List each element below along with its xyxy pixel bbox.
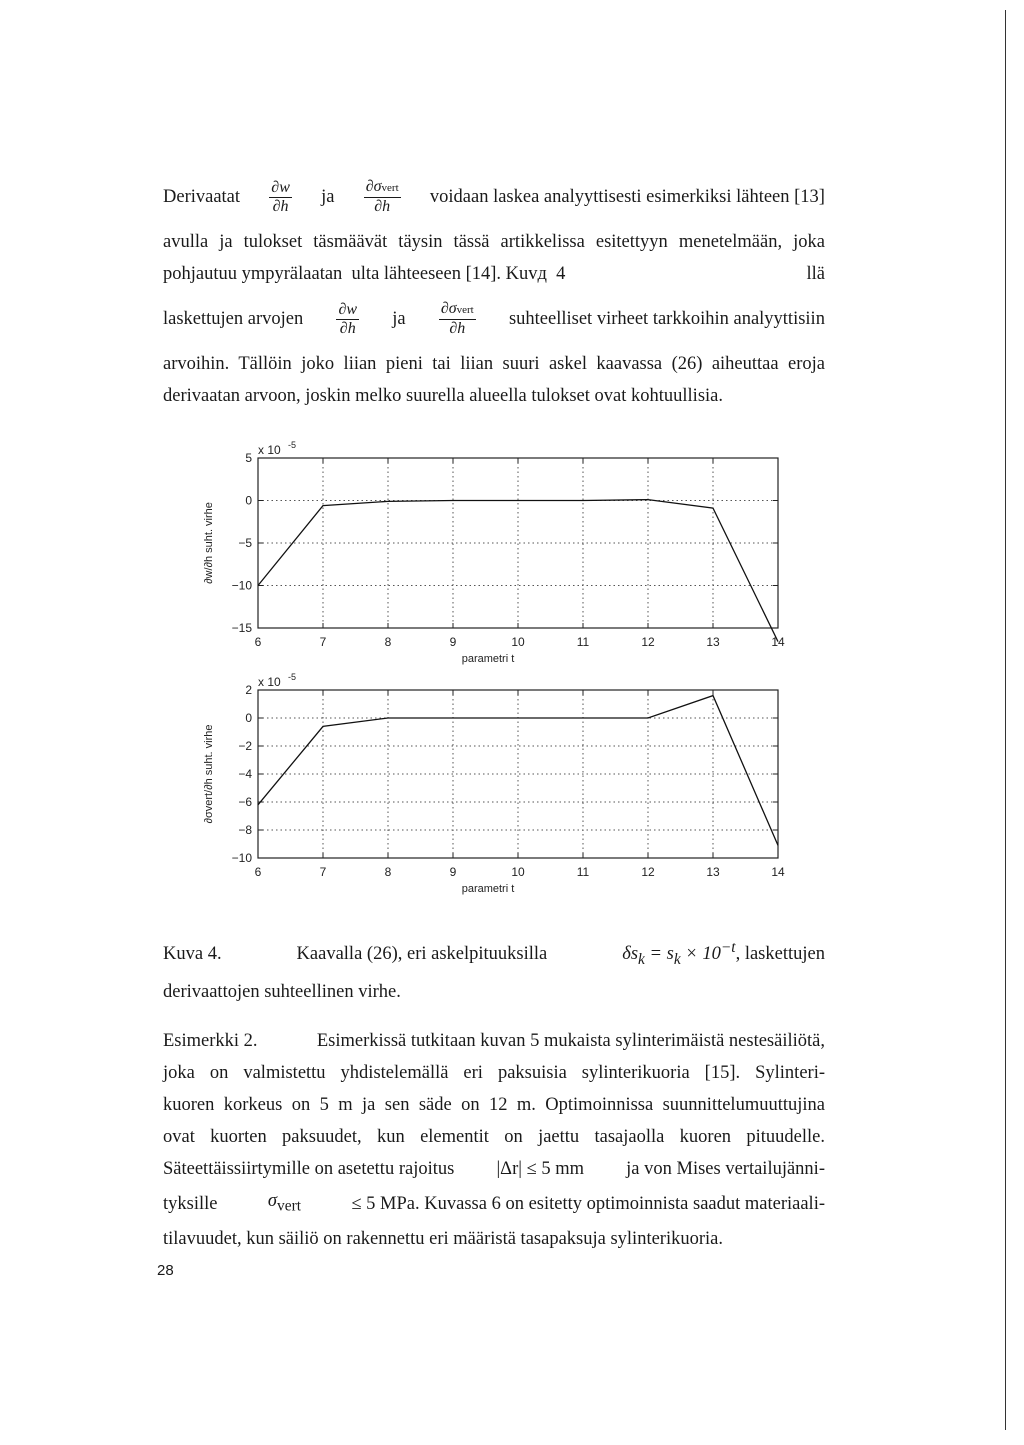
scale-multiplier-exponent: -5 bbox=[288, 672, 297, 682]
text-derivaatat: Derivaatat bbox=[163, 187, 241, 207]
right-edge-line bbox=[1005, 10, 1006, 1430]
y-tick-label: −8 bbox=[238, 823, 252, 837]
intro-line-3-text: pohjautuu ympyrälaatan ulta lähteeseen [14]. Kuvд 4 bbox=[163, 264, 566, 284]
x-tick-label: 13 bbox=[706, 865, 720, 879]
chart-dsigma-dh-svg bbox=[190, 672, 800, 912]
chart-dsigma-dh bbox=[190, 672, 800, 912]
scale-multiplier-label: x 10 bbox=[258, 675, 281, 689]
intro-line-4: laskettujen arvojen $\frac{\partial w}{\partial h}$ ja $\frac{\text{∂σvert}}{\partial h}$ suhteelliset virheet tarkkoihin analyyttisiin bbox=[163, 300, 825, 337]
caption-formula: $\delta s_k = s_k \times 10^{-t}$, laskettujen bbox=[622, 939, 825, 968]
scale-multiplier-label: x 10 bbox=[258, 443, 281, 457]
x-tick-label: 12 bbox=[641, 635, 655, 649]
example-line-6: tyksille $\sigma_{vert}$ ≤ 5 MPa. Kuvassa 6 on esitetty optimoinnista saadut materiaali- bbox=[163, 1185, 825, 1223]
page-number: 28 bbox=[157, 1262, 174, 1279]
fraction-dsigma-dh-2: $\frac{\text{∂σvert}}{\partial h}$ bbox=[440, 300, 474, 337]
example-heading: Esimerkki 2. bbox=[163, 1031, 258, 1051]
y-tick-label: −10 bbox=[231, 578, 252, 593]
caption-line-1: Kuva 4. Kaavalla (26), eri askelpituuksilla $\delta s_k = s_k \times 10^{-t}$, laskettujen bbox=[163, 932, 825, 976]
y-tick-label: 0 bbox=[245, 711, 252, 725]
intro-paragraph bbox=[163, 168, 825, 412]
example-line-3: kuoren korkeus on 5 m ja sen säde on 12 m. Optimoinnissa suunnittelumuuttujina bbox=[163, 1095, 825, 1115]
example-line-1: Esimerkki 2. Esimerkissä tutkitaan kuvan 5 mukaista sylinterimäistä nestesäiliötä, bbox=[163, 1025, 825, 1057]
stress-constraint: $\sigma_{vert}$ bbox=[267, 1191, 301, 1215]
x-tick-label: 14 bbox=[771, 635, 785, 649]
x-tick-label: 6 bbox=[254, 635, 262, 649]
figure-caption bbox=[163, 932, 825, 1008]
y-tick-label: −15 bbox=[231, 621, 252, 635]
displacement-constraint: |Δr| ≤ 5 mm bbox=[496, 1159, 584, 1179]
example-line-7: tilavuudet, kun säiliö on rakennettu eri määristä tasapaksuja sylinterikuoria. bbox=[163, 1228, 723, 1249]
intro-line-1 bbox=[163, 168, 825, 226]
x-tick-label: 11 bbox=[576, 635, 590, 649]
chart-dw-dh-svg bbox=[190, 440, 800, 670]
caption-line-2: derivaattojen suhteellinen virhe. bbox=[163, 981, 401, 1002]
x-tick-label: 10 bbox=[511, 865, 525, 879]
intro-line-3 bbox=[163, 258, 825, 290]
y-tick-label: −2 bbox=[238, 739, 252, 753]
example-2-paragraph bbox=[163, 1025, 825, 1255]
x-tick-label: 14 bbox=[771, 865, 785, 879]
example-line-4: ovat kuorten paksuudet, kun elementit on jaettu tasajaolla kuoren pituudelle. bbox=[163, 1127, 825, 1147]
intro-line-5: arvoihin. Tällöin joko liian pieni tai liian suuri askel kaavassa (26) aiheuttaa eroja bbox=[163, 354, 825, 374]
text-line1-end: voidaan laskea analyyttisesti esimerkiksi lähteen [13] bbox=[429, 187, 825, 207]
y-tick-label: −6 bbox=[238, 795, 252, 809]
y-tick-label: −10 bbox=[231, 851, 252, 865]
x-axis-label: parametri t bbox=[461, 883, 515, 895]
intro-line-2: avulla ja tulokset täsmäävät täysin tässä artikkelissa esitettyyn menetelmään, joka bbox=[163, 232, 825, 252]
y-tick-label: 2 bbox=[245, 683, 252, 697]
chart-dw-dh bbox=[190, 440, 800, 670]
x-tick-label: 11 bbox=[576, 865, 590, 879]
example-line-5: Säteettäissiirtymille on asetettu rajoitus |Δr| ≤ 5 mm ja von Mises vertailujänni- bbox=[163, 1153, 825, 1185]
x-tick-label: 7 bbox=[319, 865, 327, 879]
x-tick-label: 9 bbox=[449, 635, 457, 649]
y-tick-label: −5 bbox=[238, 536, 252, 550]
x-tick-label: 10 bbox=[511, 635, 525, 649]
x-tick-label: 8 bbox=[384, 865, 392, 879]
y-tick-label: 0 bbox=[245, 493, 252, 508]
example-line-2: joka on valmistettu yhdistelemällä eri paksuisia sylinterikuoria [15]. Sylinteri- bbox=[163, 1063, 825, 1083]
intro-line-3-end: llä bbox=[806, 264, 825, 284]
y-tick-label: −4 bbox=[238, 767, 252, 781]
y-tick-label: 5 bbox=[245, 451, 252, 465]
x-tick-label: 13 bbox=[706, 635, 720, 649]
y-axis-label: ∂w/∂h suht. virhe bbox=[203, 502, 215, 584]
x-tick-label: 9 bbox=[449, 865, 457, 879]
text-ja: ja bbox=[321, 187, 335, 207]
x-tick-label: 8 bbox=[384, 635, 392, 649]
x-tick-label: 7 bbox=[319, 635, 327, 649]
x-axis-label: parametri t bbox=[461, 653, 515, 665]
fraction-dw-dh: $\frac{\partial w}{\partial h}$ bbox=[271, 178, 290, 215]
fraction-dsigma-dh: $\frac{\text{∂σvert}}{\partial h}$ bbox=[365, 178, 399, 215]
x-tick-label: 6 bbox=[254, 865, 262, 879]
fraction-dw-dh-2: $\frac{\partial w}{\partial h}$ bbox=[338, 300, 358, 337]
x-tick-label: 12 bbox=[641, 865, 655, 879]
scale-multiplier-exponent: -5 bbox=[288, 440, 297, 450]
y-axis-label: ∂σvert/∂h suht. virhe bbox=[203, 724, 215, 824]
intro-line-6: derivaatan arvoon, joskin melko suurella alueella tulokset ovat kohtuullisia. bbox=[163, 386, 723, 406]
